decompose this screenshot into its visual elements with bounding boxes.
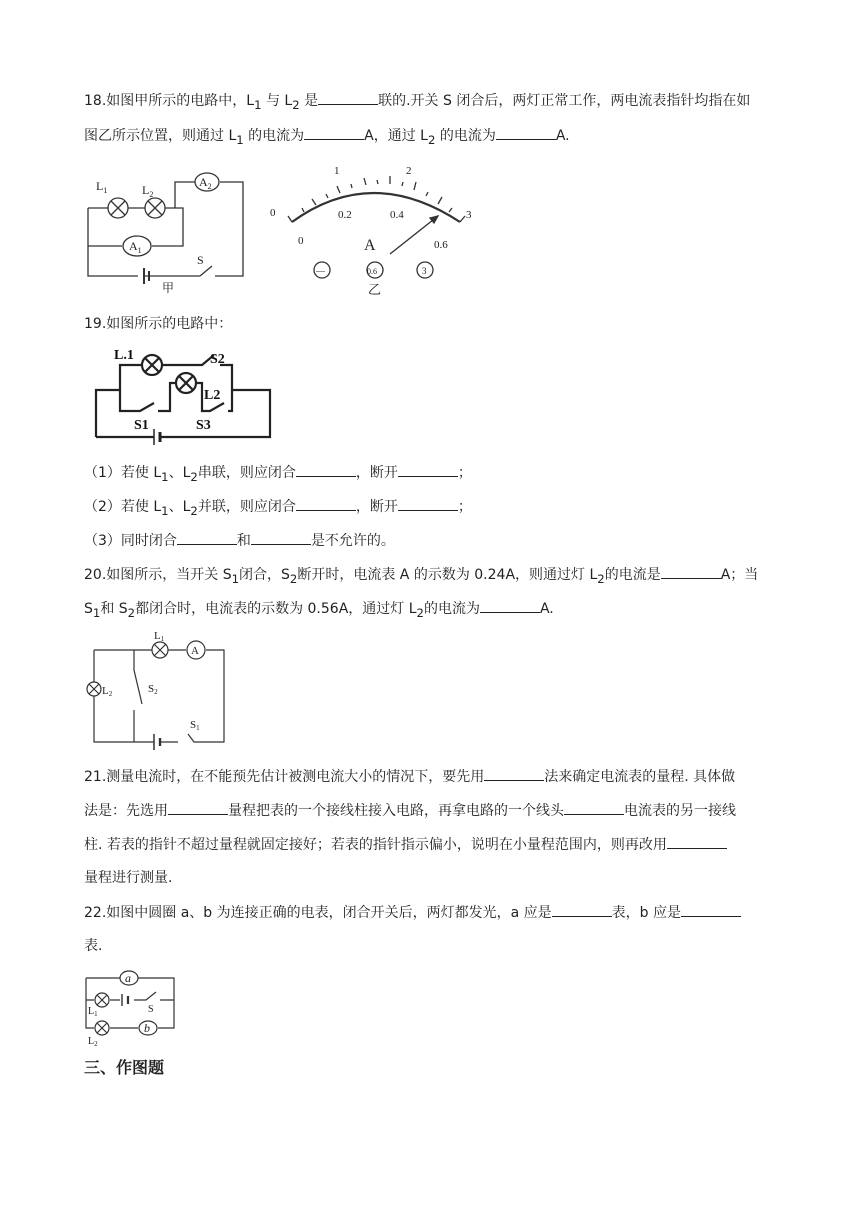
svg-text:L2: L2 bbox=[204, 388, 221, 403]
svg-text:0: 0 bbox=[270, 207, 276, 219]
q21-line-3: 柱. 若表的指针不超过量程就固定接好；若表的指针指示偏小，说明在小量程范围内，则再改用 bbox=[84, 834, 727, 855]
answer-blank[interactable] bbox=[496, 125, 556, 140]
svg-text:0.6: 0.6 bbox=[434, 239, 448, 251]
answer-blank[interactable] bbox=[177, 530, 237, 545]
q19-part-1: （1）若使 $L_1$、$L_2$串联，则应闭合 ，断开 ； bbox=[84, 462, 472, 487]
svg-text:S2: S2 bbox=[210, 352, 225, 367]
answer-blank[interactable] bbox=[318, 90, 378, 105]
q18-ammeter-yi bbox=[262, 160, 482, 300]
svg-text:A2: $A_2$ bbox=[199, 175, 212, 191]
answer-blank[interactable] bbox=[398, 496, 458, 511]
q21-line-2: 法是：先选用 量程把表的一个接线柱接入电路，再拿电路的一个线头 电流表的另一接线 bbox=[84, 800, 736, 821]
svg-text:乙: 乙 bbox=[368, 282, 382, 297]
answer-blank[interactable] bbox=[304, 125, 364, 140]
svg-text:3: 3 bbox=[422, 266, 427, 276]
answer-blank[interactable] bbox=[168, 800, 228, 815]
answer-blank[interactable] bbox=[564, 800, 624, 815]
svg-text:甲: 甲 bbox=[162, 281, 175, 295]
svg-text:S: S bbox=[197, 253, 204, 267]
svg-text:L1: $L_1$ bbox=[88, 1006, 98, 1018]
answer-blank[interactable] bbox=[398, 462, 458, 477]
q22-circuit bbox=[82, 968, 182, 1046]
svg-text:S2: S2 bbox=[148, 683, 158, 696]
q18-line-1: 18.如图甲所示的电路中，$L_1$ 与 $L_2$ 是 联的.开关 S 闭合后，两灯正常工作，两电流表指针均指在如 bbox=[84, 90, 750, 115]
svg-text:1: 1 bbox=[334, 165, 340, 177]
svg-text:L2: $L_2$ bbox=[88, 1036, 98, 1046]
svg-text:3: 3 bbox=[466, 209, 472, 221]
svg-text:S1: S1 bbox=[134, 418, 149, 433]
answer-blank[interactable] bbox=[681, 902, 741, 917]
svg-text:0.6: 0.6 bbox=[367, 267, 377, 276]
answer-blank[interactable] bbox=[661, 564, 721, 579]
q19-circuit bbox=[92, 345, 274, 447]
q18-line-2: 图乙所示位置，则通过 $L_1$ 的电流为 A，通过 $L_2$ 的电流为 A. bbox=[84, 125, 570, 150]
svg-text:A1: $A_1$ bbox=[129, 239, 142, 255]
answer-blank[interactable] bbox=[480, 598, 540, 613]
svg-text:—: — bbox=[316, 266, 325, 276]
svg-text:S1: S1 bbox=[190, 719, 200, 732]
q19-part-2: （2）若使 $L_1$、$L_2$并联，则应闭合 ，断开 ； bbox=[84, 496, 472, 521]
svg-text:A: A bbox=[191, 645, 199, 657]
svg-text:L2: $L_2$ bbox=[142, 183, 154, 199]
svg-text:A: A bbox=[364, 237, 376, 254]
section-heading: 三、作图题 bbox=[84, 1058, 165, 1077]
svg-text:S3: S3 bbox=[196, 418, 211, 433]
answer-blank[interactable] bbox=[484, 766, 544, 781]
svg-text:L1: L1 bbox=[154, 630, 165, 643]
answer-blank[interactable] bbox=[552, 902, 612, 917]
svg-text:0.4: 0.4 bbox=[390, 209, 404, 221]
answer-blank[interactable] bbox=[296, 496, 356, 511]
svg-text:S: S bbox=[148, 1004, 154, 1015]
svg-text:a: a bbox=[125, 971, 131, 985]
svg-text:L.1: L.1 bbox=[114, 348, 134, 363]
q22-line-1: 22.如图中圆圈 a、b 为连接正确的电表，闭合开关后，两灯都发光，a 应是 表，b 应是 bbox=[84, 902, 741, 923]
q19-title: 19.如图所示的电路中： bbox=[84, 316, 233, 332]
q21-line-1: 21.测量电流时，在不能预先估计被测电流大小的情况下，要先用 法来确定电流表的量程. 具体做 bbox=[84, 766, 735, 787]
svg-text:0.2: 0.2 bbox=[338, 209, 352, 221]
svg-text:0: 0 bbox=[298, 235, 304, 247]
q20-line-2: $S_1$和 $S_2$都闭合时，电流表的示数为 0.56A，通过灯 $L_2$的电流为 A. bbox=[84, 598, 554, 623]
q19-part-3: （3）同时闭合 和 是不允许的。 bbox=[84, 530, 395, 551]
svg-text:b: b bbox=[144, 1021, 150, 1035]
svg-text:2: 2 bbox=[406, 165, 412, 177]
q20-line-1: 20.如图所示，当开关 $S_1$闭合，$S_2$断开时，电流表 A 的示数为 0.24A，则通过灯 $L_2$的电流是 A；当 bbox=[84, 564, 758, 589]
q22-line-2: 表. bbox=[84, 938, 103, 954]
q20-circuit bbox=[80, 630, 230, 752]
q21-line-4: 量程进行测量. bbox=[84, 870, 173, 886]
answer-blank[interactable] bbox=[251, 530, 311, 545]
svg-text:L2: L2 bbox=[102, 685, 113, 698]
lamp-l1-label: $L_1$ bbox=[96, 179, 108, 195]
q18-circuit-jia bbox=[80, 168, 250, 298]
answer-blank[interactable] bbox=[296, 462, 356, 477]
answer-blank[interactable] bbox=[667, 834, 727, 849]
